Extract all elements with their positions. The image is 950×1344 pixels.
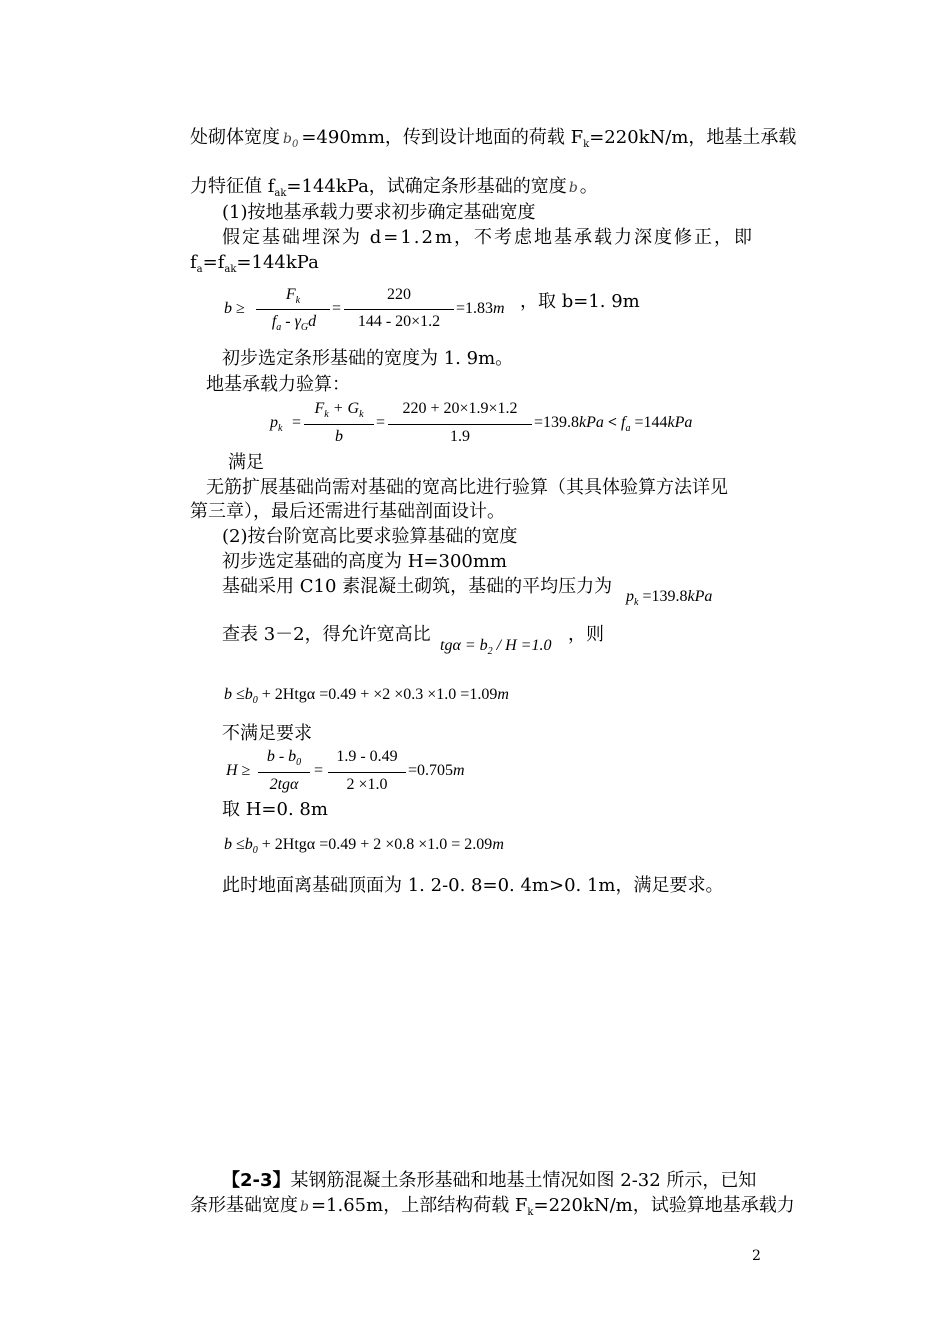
- equation-3: $b \le b_0 + 2Htg\alpha =0.49 + \times 2 \times 0.3 \times 1.0 =1.09m$: [224, 686, 509, 706]
- ratio-tail: ，则: [568, 624, 604, 645]
- note-line-1: 无筋扩展基础尚需对基础的宽高比进行验算（其具体验算方法详见: [206, 477, 728, 498]
- not-satisfied: 不满足要求: [222, 723, 312, 744]
- take-height: 取 H=0. 8m: [222, 799, 328, 820]
- material-line: 基础采用 C10 素混凝土砌筑，基础的平均压力为: [222, 576, 613, 597]
- step-2-heading: (2)按台阶宽高比要求验算基础的宽度: [222, 526, 518, 547]
- bearing-check-label: 地基承载力验算：: [206, 374, 350, 395]
- intro-line-1: 处砌体宽度 $b_0 =490mm$，传到设计地面的荷载 $F_k=220kN/m$，地基土承载: [190, 127, 797, 150]
- avg-pressure-eq: $p_k =139.8kPa$: [626, 588, 713, 608]
- example-2-3-line-2: 条形基础宽度 b =1.65m，上部结构荷载 $F_k=220kN/m$，试验算地基承载力: [190, 1195, 795, 1218]
- note-line-2: 第三章），最后还需进行基础剖面设计。: [190, 501, 505, 522]
- satisfied-1: 满足: [228, 452, 264, 473]
- step-1-assumption: 假定基础埋深为 d=1.2m，不考虑地基承载力深度修正，即: [222, 227, 755, 248]
- intro-line-2: 力特征值 $f_{ak}=144kPa$，试确定条形基础的宽度 b 。: [190, 176, 598, 199]
- step-1-heading: (1)按地基承载力要求初步确定基础宽度: [222, 202, 536, 223]
- ratio-eq: $tg\alpha = b_2 / H =1.0$: [440, 637, 552, 657]
- equation-5: $b \le b_0 + 2Htg\alpha =0.49 + 2 \times 0.8 \times 1.0 = 2.09m$: [224, 836, 504, 856]
- step-1-fa: $f_a=f_{ak}=144kPa$: [190, 252, 319, 275]
- table-lookup: 查表 3－2，得允许宽高比: [222, 624, 431, 645]
- initial-height: 初步选定基础的高度为 H=300mm: [222, 551, 507, 572]
- initial-width: 初步选定条形基础的宽度为 1. 9m。: [222, 348, 514, 369]
- conclusion: 此时地面离基础顶面为 1. 2-0. 8=0. 4m>0. 1m，满足要求。: [222, 875, 724, 896]
- example-2-3-line-1: 【2-3】某钢筋混凝土条形基础和地基土情况如图 2-32 所示，已知: [222, 1170, 757, 1191]
- page-number: 2: [752, 1248, 761, 1264]
